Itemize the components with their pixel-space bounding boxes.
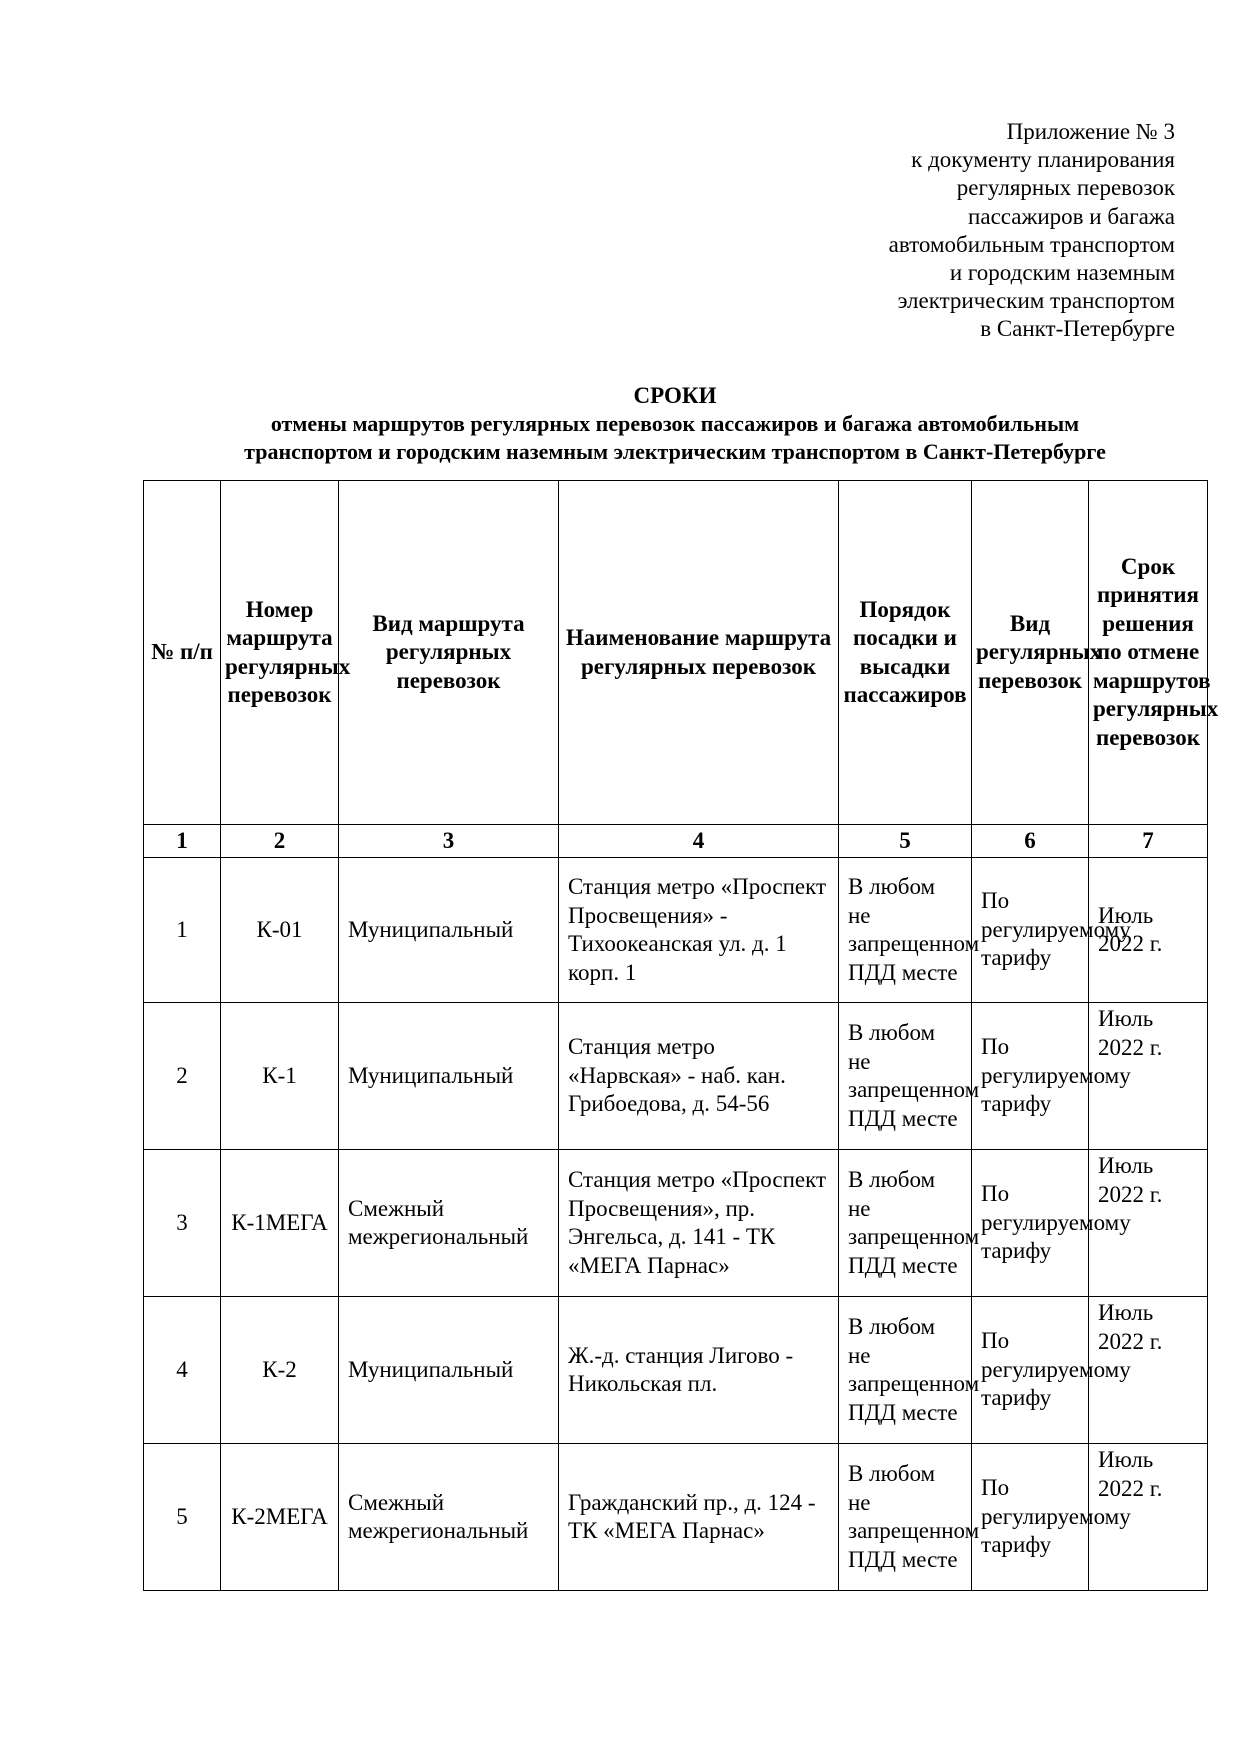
appendix-line: в Санкт-Петербурге — [980, 316, 1175, 342]
appendix-line: регулярных перевозок — [956, 175, 1175, 201]
table-header-row — [144, 481, 1208, 825]
transport-type: По регулируемому тарифу — [972, 858, 1089, 1003]
header-cell: Наименование маршрута регулярных перевозок — [559, 481, 839, 825]
header-cell: № п/п — [144, 481, 221, 825]
cancel-deadline: Июль 2022 г. — [1089, 1150, 1208, 1297]
table-row — [144, 1444, 1208, 1591]
route-kind: Смежный межрегиональный — [339, 1150, 559, 1297]
row-number: 5 — [144, 1444, 221, 1591]
column-number-row — [144, 825, 1208, 858]
title-line: отмены маршрутов регулярных перевозок пассажиров и багажа автомобильным — [270, 411, 1080, 436]
route-number: К-2МЕГА — [221, 1444, 339, 1591]
route-kind: Смежный межрегиональный — [339, 1444, 559, 1591]
cancel-deadline: Июль 2022 г. — [1089, 858, 1208, 1003]
column-number: 1 — [144, 825, 221, 858]
route-name: Станция метро «Нарвская» - наб. кан. Грибоедова, д. 54-56 — [559, 1003, 839, 1150]
document-title — [140, 382, 1210, 466]
boarding-order: В любом не запрещенном ПДД месте — [839, 858, 972, 1003]
table-row — [144, 1003, 1208, 1150]
column-number: 7 — [1089, 825, 1208, 858]
table-row — [144, 858, 1208, 1003]
route-kind: Муниципальный — [339, 858, 559, 1003]
transport-type: По регулируемому тарифу — [972, 1444, 1089, 1591]
appendix-line: электрическим транспортом — [897, 288, 1175, 314]
appendix-line: пассажиров и багажа — [968, 203, 1175, 229]
column-number: 2 — [221, 825, 339, 858]
row-number: 2 — [144, 1003, 221, 1150]
boarding-order: В любом не запрещенном ПДД месте — [839, 1297, 972, 1444]
row-number: 3 — [144, 1150, 221, 1297]
transport-type: По регулируемому тарифу — [972, 1150, 1089, 1297]
cancel-deadline: Июль 2022 г. — [1089, 1003, 1208, 1150]
transport-type: По регулируемому тарифу — [972, 1003, 1089, 1150]
row-number: 4 — [144, 1297, 221, 1444]
header-cell: Вид регулярных перевозок — [972, 481, 1089, 825]
route-name: Станция метро «Проспект Просвещения» - Тихоокеанская ул. д. 1 корп. 1 — [559, 858, 839, 1003]
route-kind: Муниципальный — [339, 1003, 559, 1150]
column-number: 6 — [972, 825, 1089, 858]
route-number: К-1МЕГА — [221, 1150, 339, 1297]
column-number: 3 — [339, 825, 559, 858]
route-number: К-2 — [221, 1297, 339, 1444]
boarding-order: В любом не запрещенном ПДД месте — [839, 1003, 972, 1150]
cancel-deadline: Июль 2022 г. — [1089, 1297, 1208, 1444]
route-kind: Муниципальный — [339, 1297, 559, 1444]
route-number: К-1 — [221, 1003, 339, 1150]
route-name: Ж.-д. станция Лигово - Никольская пл. — [559, 1297, 839, 1444]
table-row — [144, 1150, 1208, 1297]
boarding-order: В любом не запрещенном ПДД месте — [839, 1150, 972, 1297]
appendix-line: автомобильным транспортом — [888, 231, 1175, 257]
route-name: Гражданский пр., д. 124 - ТК «МЕГА Парнас» — [559, 1444, 839, 1591]
cancel-deadline: Июль 2022 г. — [1089, 1444, 1208, 1591]
row-number: 1 — [144, 858, 221, 1003]
appendix-line: к документу планирования — [911, 147, 1175, 173]
appendix-line: и городским наземным — [949, 260, 1175, 286]
header-cell: Срок принятия решения по отмене маршрутов регулярных перевозок — [1089, 481, 1208, 825]
title-main: СРОКИ — [633, 383, 717, 408]
route-number: К-01 — [221, 858, 339, 1003]
header-cell: Вид маршрута регулярных перевозок — [339, 481, 559, 825]
routes-table — [143, 480, 1219, 1591]
transport-type: По регулируемому тарифу — [972, 1297, 1089, 1444]
route-name: Станция метро «Проспект Просвещения», пр. Энгельса, д. 141 - ТК «МЕГА Парнас» — [559, 1150, 839, 1297]
column-number: 4 — [559, 825, 839, 858]
title-line: транспортом и городским наземным электрическим транспортом в Санкт-Петербурге — [244, 439, 1106, 464]
appendix-note — [889, 118, 1175, 344]
table-row — [144, 1297, 1208, 1444]
column-number: 5 — [839, 825, 972, 858]
boarding-order: В любом не запрещенном ПДД месте — [839, 1444, 972, 1591]
header-cell: Порядок посадки и высадки пассажиров — [839, 481, 972, 825]
appendix-line: Приложение № 3 — [1006, 119, 1175, 144]
header-cell: Номер маршрута регулярных перевозок — [221, 481, 339, 825]
